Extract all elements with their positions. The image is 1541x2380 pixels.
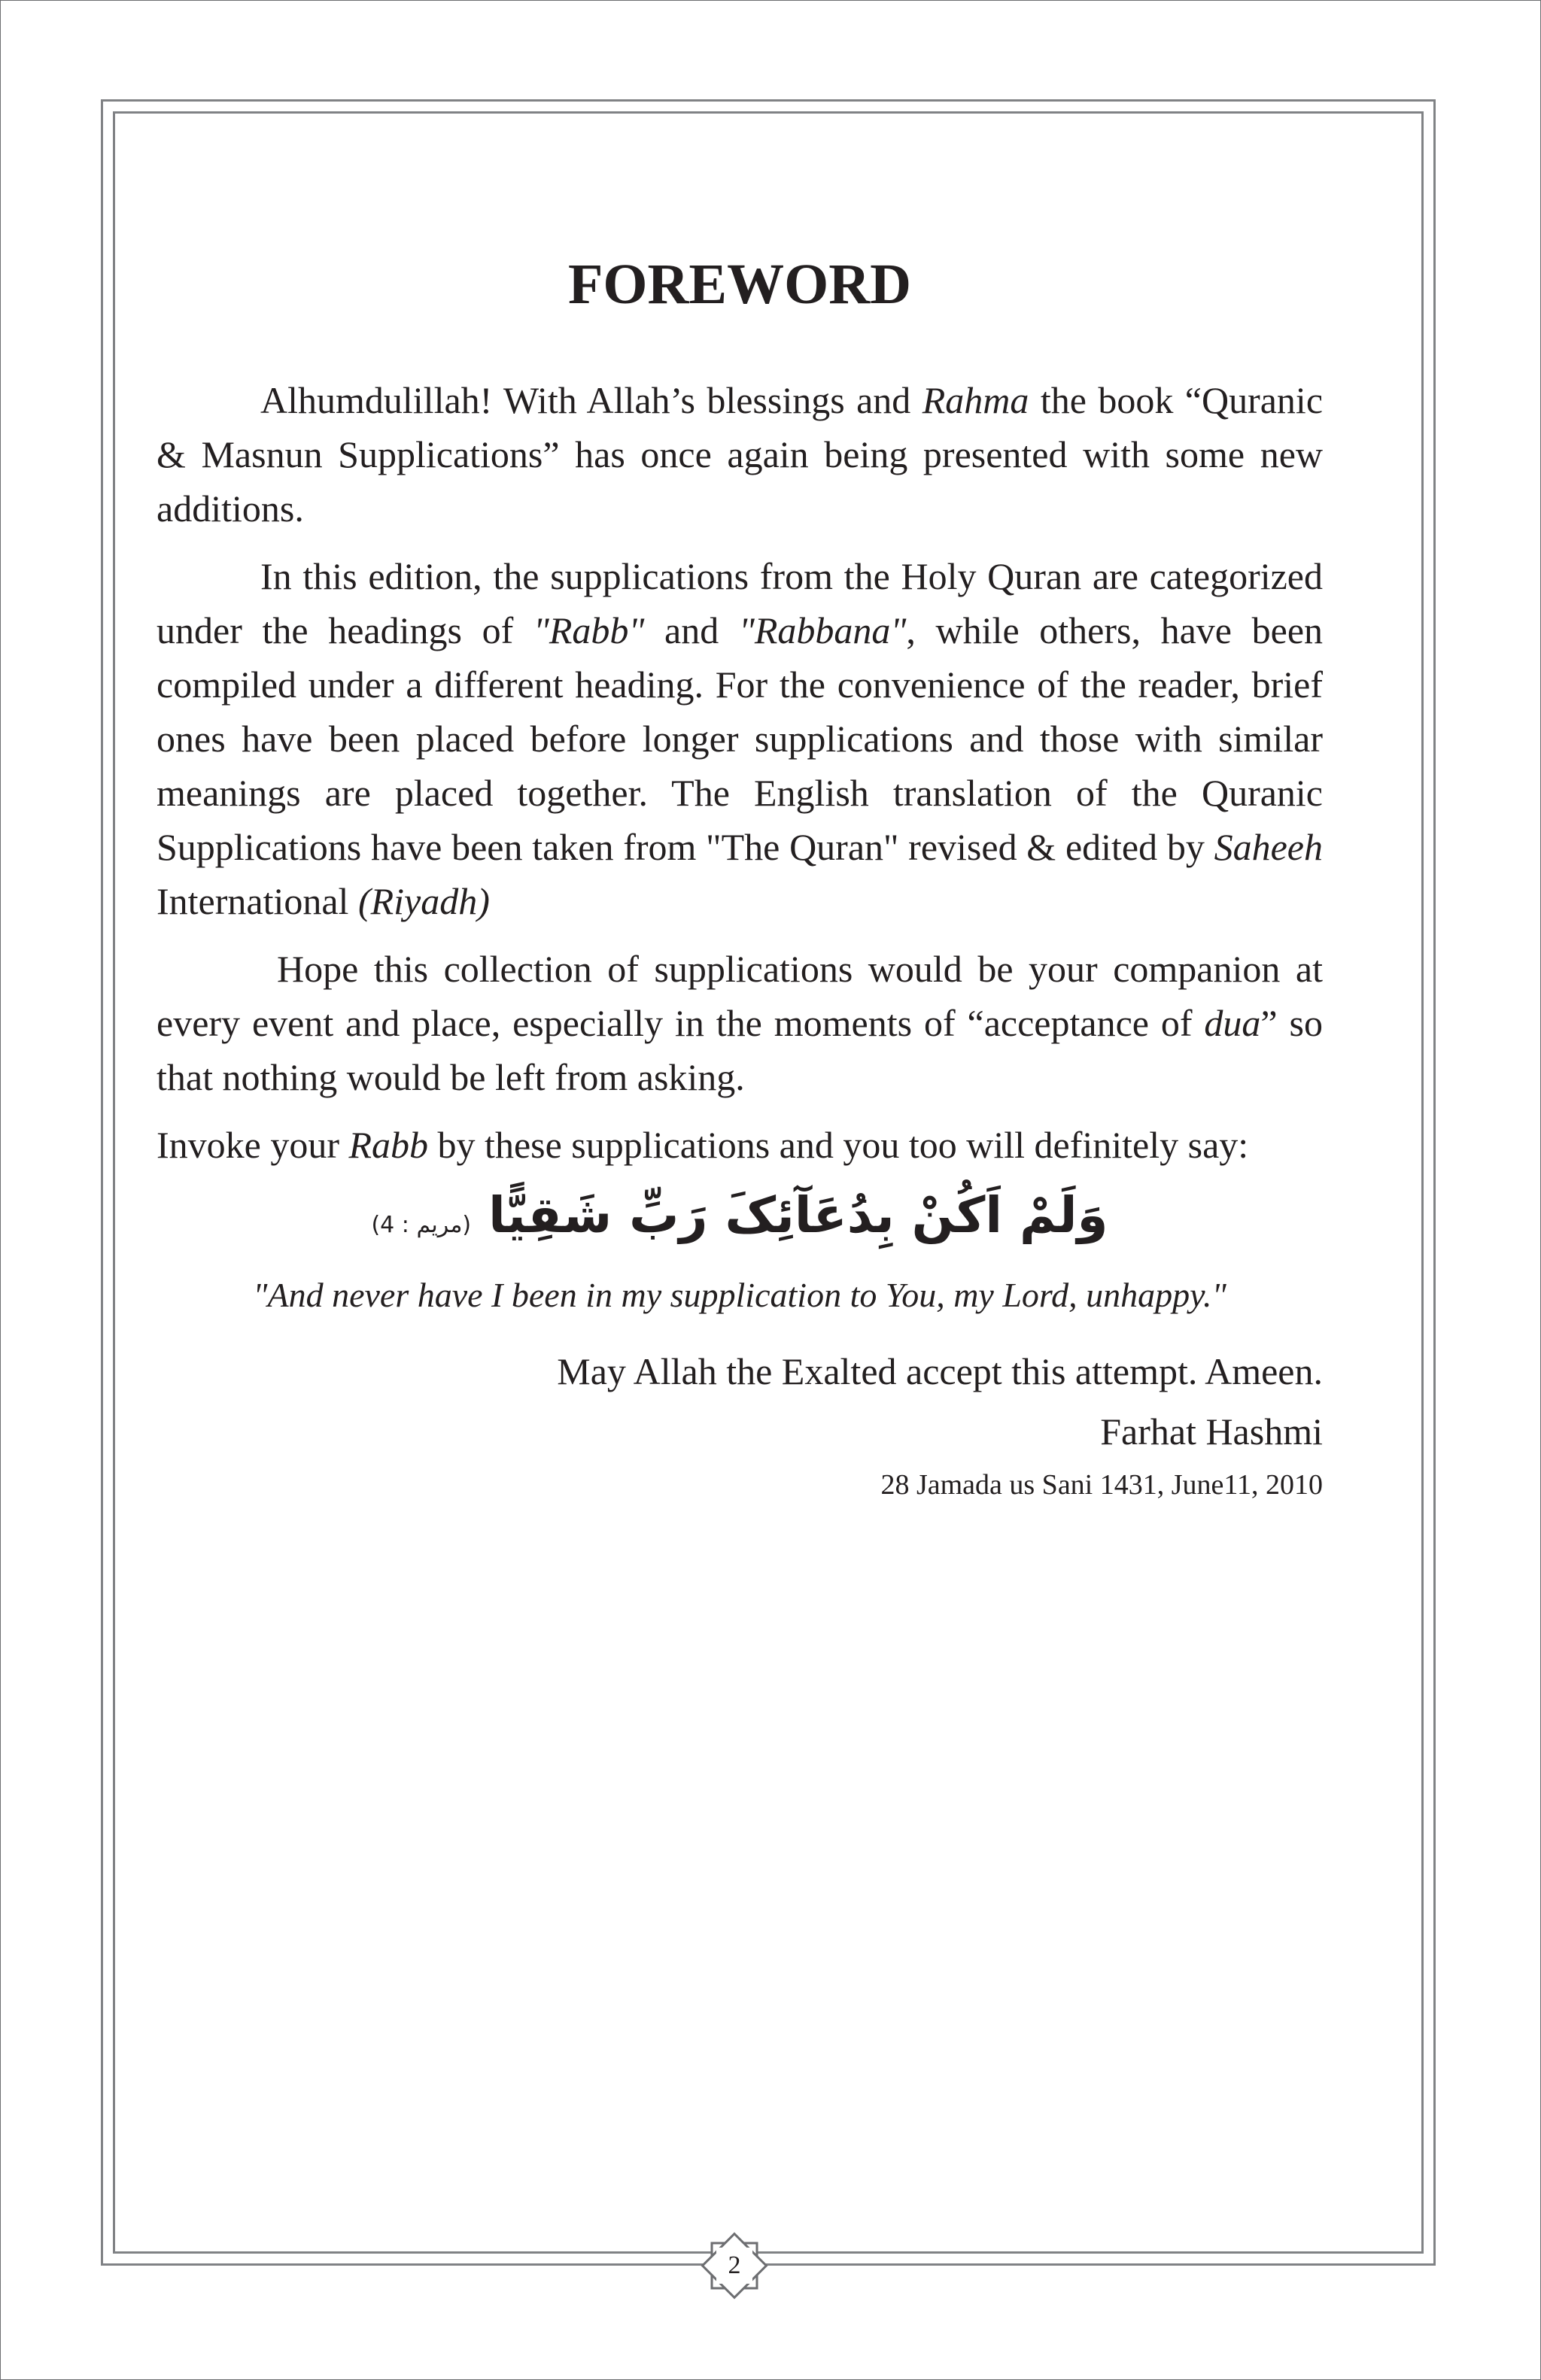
signature-date: 28 Jamada us Sani 1431, June11, 2010 — [880, 1469, 1323, 1501]
page-title: FOREWORD — [568, 253, 911, 316]
paragraph-1: Alhumdulillah! With Allah’s blessings and Rahma the book “Quranic & Masnun Supplications” has once again being presented with some new additions. — [157, 379, 1324, 530]
closing-line: May Allah the Exalted accept this attempt. Ameen. — [557, 1350, 1323, 1393]
author-name: Farhat Hashmi — [1100, 1410, 1323, 1453]
arabic-verse: وَلَمْ اَكُنْ بِدُعَآئِکَ رَبِّ شَقِیًّا (مریم : 4) — [371, 1186, 1108, 1244]
page-number: 2 — [728, 2251, 741, 2279]
paragraph-4: Invoke your Rabb by these supplications and you too will definitely say: — [157, 1124, 1249, 1166]
verse-reference: (مریم : 4) — [371, 1212, 472, 1238]
verse-translation: "And never have I been in my supplication to You, my Lord, unhappy." — [253, 1276, 1226, 1315]
foreword-content — [157, 253, 1324, 1501]
page-number-badge — [695, 2227, 774, 2305]
paragraph-2: In this edition, the supplications from the Holy Quran are categorized under the headings of "Rabb" and "Rabbana", while others, have been compiled under a different heading. For the convenience of the reader, brief ones have been placed before longer supplications and those with similar meanings are placed together. The English translation of the Quranic Supplications have been taken from "The Quran" revised & edited by Saheeh International (Riyadh) — [157, 555, 1324, 922]
paragraph-3: Hope this collection of supplications would be your companion at every event and place, especially in the moments of “acceptance of dua” so that nothing would be left from asking. — [157, 948, 1323, 1098]
